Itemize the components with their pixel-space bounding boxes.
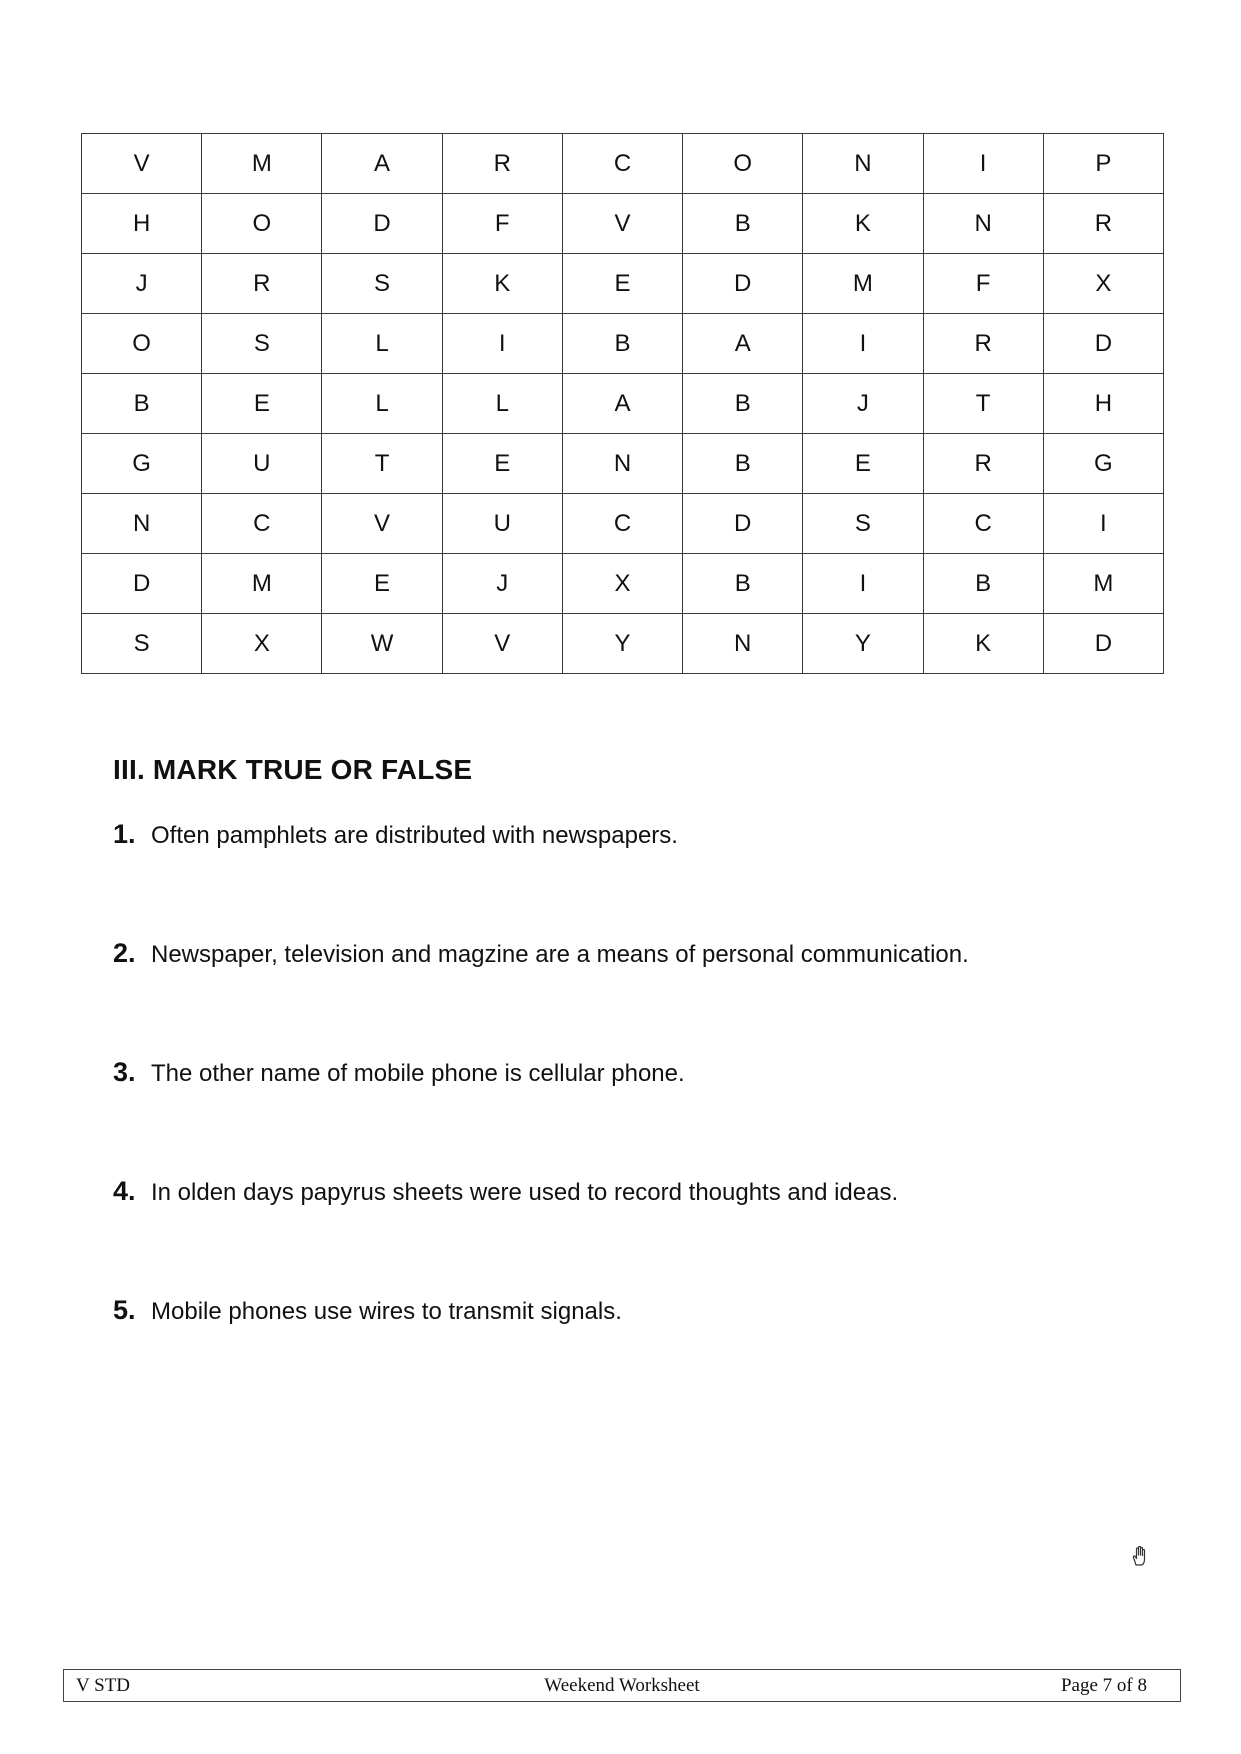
grid-cell: M	[202, 134, 322, 194]
grid-cell: H	[1043, 374, 1163, 434]
grid-cell: B	[562, 314, 682, 374]
grid-cell: K	[442, 254, 562, 314]
hand-cursor-icon	[1130, 1545, 1150, 1567]
grid-cell: Y	[803, 614, 923, 674]
grid-cell: I	[1043, 494, 1163, 554]
question-text: The other name of mobile phone is cellular phone.	[151, 1060, 685, 1087]
grid-cell: X	[1043, 254, 1163, 314]
page-footer	[63, 1669, 1181, 1702]
grid-row	[82, 314, 1164, 374]
grid-cell: I	[803, 314, 923, 374]
grid-cell: N	[803, 134, 923, 194]
grid-row	[82, 194, 1164, 254]
grid-row	[82, 134, 1164, 194]
grid-cell: E	[322, 554, 442, 614]
word-search-grid	[81, 133, 1164, 674]
grid-cell: D	[683, 494, 803, 554]
footer-page-number: Page 7 of 8	[1060, 1675, 1147, 1696]
grid-cell: B	[683, 374, 803, 434]
question-number: 3.	[113, 1057, 136, 1087]
grid-row	[82, 494, 1164, 554]
question-text: In olden days papyrus sheets were used to record thoughts and ideas.	[151, 1179, 899, 1206]
grid-cell: V	[562, 194, 682, 254]
grid-cell: A	[683, 314, 803, 374]
grid-cell: S	[803, 494, 923, 554]
grid-cell: O	[202, 194, 322, 254]
grid-cell: D	[683, 254, 803, 314]
grid-cell: F	[923, 254, 1043, 314]
grid-cell: U	[442, 494, 562, 554]
grid-cell: L	[442, 374, 562, 434]
grid-cell: R	[923, 314, 1043, 374]
grid-cell: X	[202, 614, 322, 674]
question-text: Newspaper, television and magzine are a means of personal communication.	[151, 941, 969, 968]
grid-cell: T	[322, 434, 442, 494]
grid-cell: D	[1043, 314, 1163, 374]
grid-cell: F	[442, 194, 562, 254]
question-4	[113, 1176, 898, 1207]
grid-cell: V	[82, 134, 202, 194]
grid-cell: J	[803, 374, 923, 434]
grid-cell: C	[562, 134, 682, 194]
grid-cell: V	[322, 494, 442, 554]
grid-cell: E	[442, 434, 562, 494]
question-text: Often pamphlets are distributed with newspapers.	[151, 822, 678, 849]
grid-cell: R	[1043, 194, 1163, 254]
grid-cell: R	[442, 134, 562, 194]
grid-cell: L	[322, 374, 442, 434]
grid-cell: E	[803, 434, 923, 494]
grid-cell: B	[683, 194, 803, 254]
grid-cell: G	[1043, 434, 1163, 494]
grid-cell: O	[683, 134, 803, 194]
grid-cell: N	[683, 614, 803, 674]
grid-cell: D	[322, 194, 442, 254]
grid-cell: C	[202, 494, 322, 554]
question-2	[113, 938, 969, 969]
grid-row	[82, 374, 1164, 434]
question-number: 2.	[113, 938, 136, 968]
grid-cell: K	[803, 194, 923, 254]
grid-cell: J	[82, 254, 202, 314]
grid-cell: W	[322, 614, 442, 674]
grid-cell: M	[1043, 554, 1163, 614]
grid-cell: B	[82, 374, 202, 434]
grid-cell: U	[202, 434, 322, 494]
grid-cell: M	[803, 254, 923, 314]
grid-cell: B	[683, 434, 803, 494]
question-number: 1.	[113, 819, 136, 849]
grid-cell: T	[923, 374, 1043, 434]
grid-cell: M	[202, 554, 322, 614]
grid-cell: A	[322, 134, 442, 194]
grid-cell: L	[322, 314, 442, 374]
question-1	[113, 819, 678, 850]
grid-cell: O	[82, 314, 202, 374]
question-text: Mobile phones use wires to transmit signals.	[151, 1298, 622, 1325]
question-5	[113, 1295, 622, 1326]
grid-cell: R	[202, 254, 322, 314]
grid-cell: V	[442, 614, 562, 674]
footer-class-label: V STD	[76, 1675, 131, 1696]
grid-cell: D	[82, 554, 202, 614]
grid-cell: S	[322, 254, 442, 314]
grid-cell: I	[803, 554, 923, 614]
grid-cell: P	[1043, 134, 1163, 194]
grid-cell: N	[82, 494, 202, 554]
section-title: III. MARK TRUE OR FALSE	[113, 754, 473, 785]
grid-row	[82, 434, 1164, 494]
grid-cell: N	[562, 434, 682, 494]
grid-row	[82, 254, 1164, 314]
grid-cell: C	[923, 494, 1043, 554]
footer-title: Weekend Worksheet	[544, 1675, 700, 1696]
question-number: 5.	[113, 1295, 136, 1325]
grid-cell: S	[202, 314, 322, 374]
grid-cell: I	[442, 314, 562, 374]
grid-cell: B	[923, 554, 1043, 614]
grid-cell: Y	[562, 614, 682, 674]
grid-cell: X	[562, 554, 682, 614]
grid-cell: J	[442, 554, 562, 614]
grid-cell: N	[923, 194, 1043, 254]
grid-cell: D	[1043, 614, 1163, 674]
question-3	[113, 1057, 685, 1088]
grid-cell: H	[82, 194, 202, 254]
question-number: 4.	[113, 1176, 136, 1206]
grid-cell: A	[562, 374, 682, 434]
grid-cell: S	[82, 614, 202, 674]
grid-cell: R	[923, 434, 1043, 494]
grid-cell: C	[562, 494, 682, 554]
grid-cell: B	[683, 554, 803, 614]
grid-cell: G	[82, 434, 202, 494]
grid-cell: E	[202, 374, 322, 434]
grid-cell: I	[923, 134, 1043, 194]
grid-cell: E	[562, 254, 682, 314]
grid-row	[82, 554, 1164, 614]
grid-row	[82, 614, 1164, 674]
grid-cell: K	[923, 614, 1043, 674]
